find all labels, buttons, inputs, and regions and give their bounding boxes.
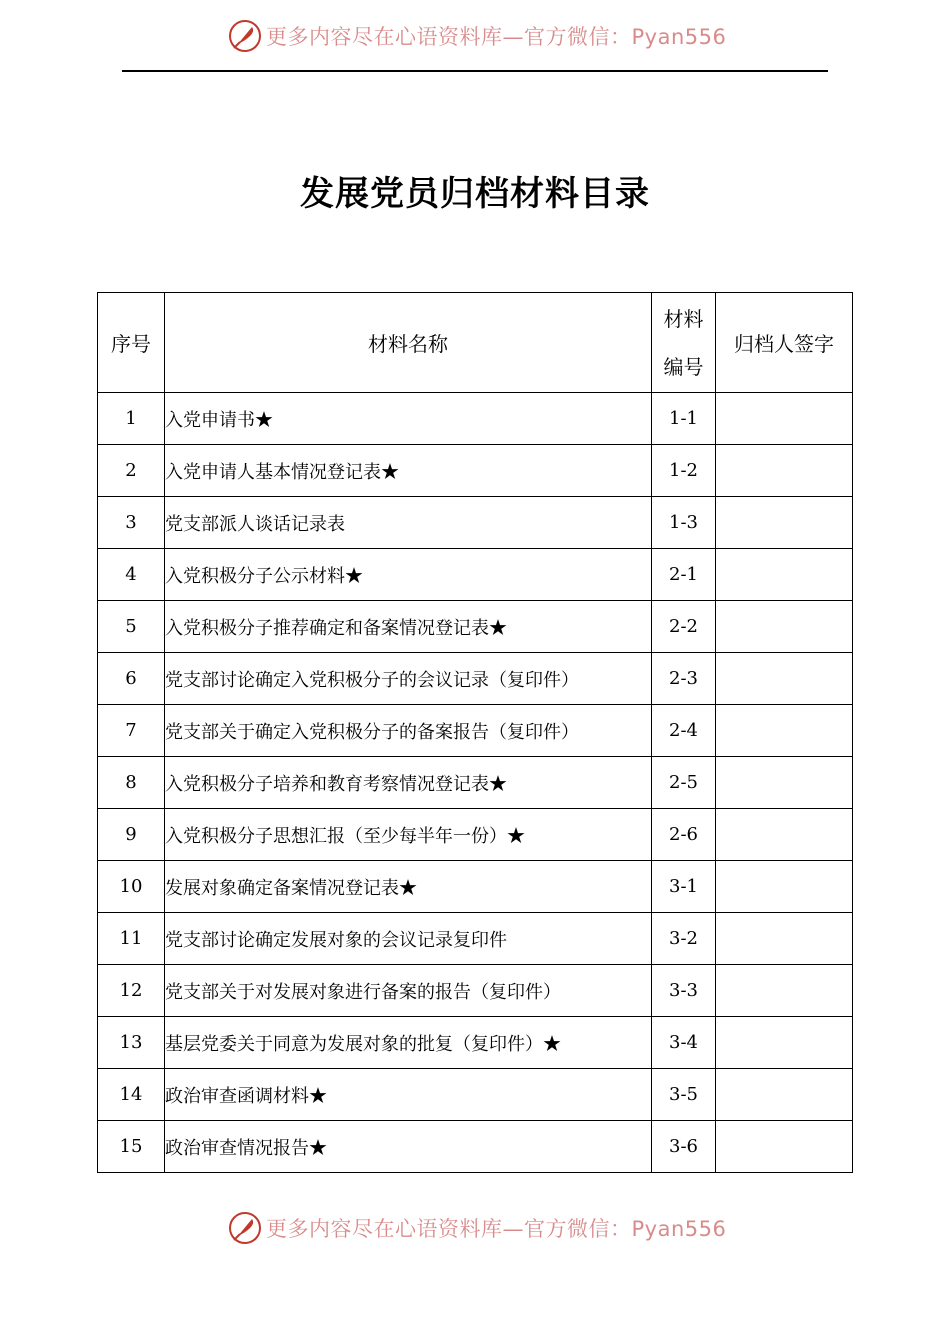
row-code: 3-3 xyxy=(652,965,716,1017)
row-signature-cell[interactable] xyxy=(716,497,853,549)
watermark-text: 更多内容尽在心语资料库—官方微信：Pyan556 xyxy=(266,25,727,49)
row-name: 发展对象确定备案情况登记表★ xyxy=(165,861,652,913)
row-name: 党支部派人谈话记录表 xyxy=(165,497,652,549)
row-name: 党支部关于确定入党积极分子的备案报告（复印件） xyxy=(165,705,652,757)
row-seq: 3 xyxy=(98,497,165,549)
archive-catalog-table xyxy=(97,292,853,1173)
row-signature-cell[interactable] xyxy=(716,705,853,757)
row-code: 3-5 xyxy=(652,1069,716,1121)
row-seq: 8 xyxy=(98,757,165,809)
row-signature-cell[interactable] xyxy=(716,1121,853,1173)
row-seq: 5 xyxy=(98,601,165,653)
table-row xyxy=(98,1069,853,1121)
row-name: 基层党委关于同意为发展对象的批复（复印件）★ xyxy=(165,1017,652,1069)
table-row xyxy=(98,861,853,913)
header-name: 材料名称 xyxy=(165,293,652,393)
header-signature: 归档人签字 xyxy=(716,293,853,393)
row-signature-cell[interactable] xyxy=(716,549,853,601)
row-name: 党支部讨论确定入党积极分子的会议记录（复印件） xyxy=(165,653,652,705)
row-signature-cell[interactable] xyxy=(716,1017,853,1069)
header-seq: 序号 xyxy=(98,293,165,393)
page-title: 发展党员归档材料目录 xyxy=(300,174,650,214)
row-seq: 4 xyxy=(98,549,165,601)
row-code: 2-2 xyxy=(652,601,716,653)
watermark-bottom xyxy=(228,1208,726,1248)
row-seq: 14 xyxy=(98,1069,165,1121)
row-seq: 13 xyxy=(98,1017,165,1069)
row-seq: 12 xyxy=(98,965,165,1017)
table-row xyxy=(98,601,853,653)
row-signature-cell[interactable] xyxy=(716,965,853,1017)
row-signature-cell[interactable] xyxy=(716,757,853,809)
row-name: 党支部关于对发展对象进行备案的报告（复印件） xyxy=(165,965,652,1017)
table-row xyxy=(98,809,853,861)
watermark-text: 更多内容尽在心语资料库—官方微信：Pyan556 xyxy=(266,1217,727,1241)
row-code: 1-3 xyxy=(652,497,716,549)
row-code: 2-6 xyxy=(652,809,716,861)
header-rule xyxy=(122,70,828,72)
header-code xyxy=(652,293,716,393)
row-name: 入党积极分子培养和教育考察情况登记表★ xyxy=(165,757,652,809)
row-code: 3-2 xyxy=(652,913,716,965)
row-name: 入党积极分子思想汇报（至少每半年一份）★ xyxy=(165,809,652,861)
quill-logo-icon xyxy=(228,19,262,53)
row-seq: 1 xyxy=(98,393,165,445)
row-code: 2-1 xyxy=(652,549,716,601)
table-header-row xyxy=(98,293,853,393)
row-code: 2-5 xyxy=(652,757,716,809)
row-seq: 6 xyxy=(98,653,165,705)
row-name: 入党申请书★ xyxy=(165,393,652,445)
table-row xyxy=(98,549,853,601)
table-row xyxy=(98,705,853,757)
row-seq: 9 xyxy=(98,809,165,861)
table-row xyxy=(98,1121,853,1173)
watermark-top xyxy=(228,16,726,56)
row-signature-cell[interactable] xyxy=(716,653,853,705)
table-row xyxy=(98,913,853,965)
table-row xyxy=(98,653,853,705)
table-row xyxy=(98,445,853,497)
row-name: 党支部讨论确定发展对象的会议记录复印件 xyxy=(165,913,652,965)
row-code: 3-6 xyxy=(652,1121,716,1173)
row-signature-cell[interactable] xyxy=(716,601,853,653)
row-name: 政治审查情况报告★ xyxy=(165,1121,652,1173)
table-row xyxy=(98,965,853,1017)
table-row xyxy=(98,393,853,445)
header-code-line2: 编号 xyxy=(663,354,704,379)
row-code: 3-4 xyxy=(652,1017,716,1069)
row-signature-cell[interactable] xyxy=(716,809,853,861)
table-row xyxy=(98,497,853,549)
row-name: 入党申请人基本情况登记表★ xyxy=(165,445,652,497)
row-signature-cell[interactable] xyxy=(716,913,853,965)
row-code: 3-1 xyxy=(652,861,716,913)
row-name: 政治审查函调材料★ xyxy=(165,1069,652,1121)
row-seq: 10 xyxy=(98,861,165,913)
row-signature-cell[interactable] xyxy=(716,445,853,497)
row-seq: 2 xyxy=(98,445,165,497)
row-code: 2-3 xyxy=(652,653,716,705)
row-code: 1-1 xyxy=(652,393,716,445)
row-code: 1-2 xyxy=(652,445,716,497)
row-signature-cell[interactable] xyxy=(716,1069,853,1121)
quill-logo-icon xyxy=(228,1211,262,1245)
row-seq: 15 xyxy=(98,1121,165,1173)
row-signature-cell[interactable] xyxy=(716,861,853,913)
row-code: 2-4 xyxy=(652,705,716,757)
row-name: 入党积极分子公示材料★ xyxy=(165,549,652,601)
table-row xyxy=(98,757,853,809)
table-row xyxy=(98,1017,853,1069)
row-seq: 11 xyxy=(98,913,165,965)
header-code-line1: 材料 xyxy=(663,306,704,331)
row-signature-cell[interactable] xyxy=(716,393,853,445)
row-seq: 7 xyxy=(98,705,165,757)
row-name: 入党积极分子推荐确定和备案情况登记表★ xyxy=(165,601,652,653)
